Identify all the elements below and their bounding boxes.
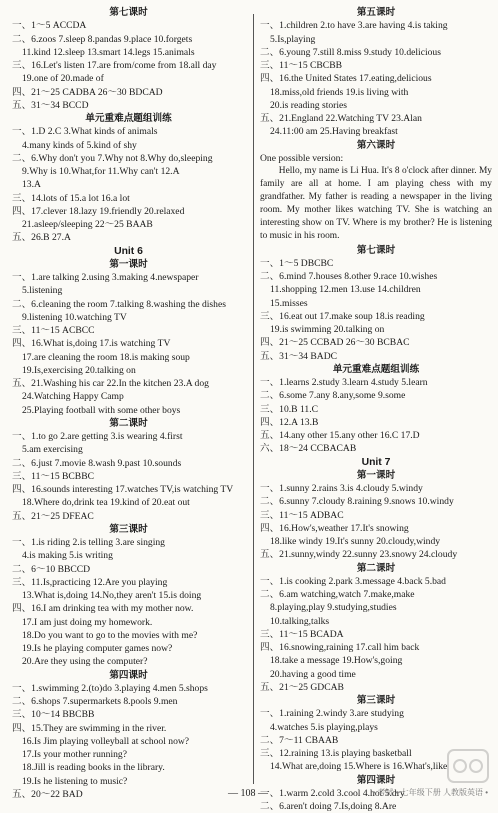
answer-line-continued: 5.Is,playing	[270, 33, 316, 45]
answer-line-continued: 20.Are they using the computer?	[22, 656, 148, 668]
answer-line: 一、1.learns 2.study 3.learn 4.study 5.learn	[260, 377, 428, 389]
right-column	[260, 6, 492, 813]
section-heading: 第五课时	[356, 7, 396, 18]
answer-line: 三、16.Let's listen 17.are from/come from 18.all day	[12, 60, 217, 71]
answer-line-continued: 19.one of 20.made of	[22, 73, 104, 85]
answer-line-continued: 13.A	[22, 179, 41, 191]
page-footer	[0, 786, 498, 800]
footer-series-label: • 考试 • 七年级下册 人教版英语 •	[372, 787, 488, 797]
answer-line: 二、6.young 7.still 8.miss 9.study 10.delicious	[260, 46, 441, 58]
answer-line-continued: 13.What is,doing 14.No,they aren't 15.is doing	[22, 590, 202, 601]
answer-line: 二、6.am watching,watch 7.make,make	[260, 589, 415, 601]
answer-line: One possible version:	[260, 152, 344, 164]
answer-line: 四、16.sounds interesting 17.watches TV,is watching TV	[12, 484, 234, 495]
answer-line-continued: 4.watches 5.is playing,plays	[270, 721, 378, 733]
answer-line: 一、1.sunny 2.rains 3.is 4.cloudy 5.windy	[260, 483, 423, 495]
answer-line-continued: 17.Is your mother running?	[22, 749, 127, 760]
answer-line: 一、1.is riding 2.is telling 3.are singing	[12, 537, 165, 548]
answer-line-continued: 18.Jill is reading books in the library.	[22, 762, 165, 774]
answer-line: 二、6.Why don't you 7.Why not 8.Why do,sleeping	[12, 152, 213, 164]
answer-line: 一、1.children 2.to have 3.are having 4.is taking	[260, 20, 448, 32]
answer-line-continued: 19.Is,exercising 20.talking on	[22, 364, 136, 376]
answer-line: 五、14.any other 15.any other 16.C 17.D	[260, 430, 420, 442]
answer-line-continued: 17.are cleaning the room 18.is making soup	[22, 351, 190, 363]
answer-line: 三、14.lots of 15.a lot 16.a lot	[12, 192, 130, 204]
answer-line: 二、6～10 BBCCD	[12, 563, 91, 575]
answer-line: 三、12.raining 13.is playing basketball	[260, 748, 412, 760]
answer-line: 四、21～25 CADBA 26～30 BDCAD	[12, 86, 163, 98]
answer-line: 四、12.A 13.B	[260, 416, 319, 428]
answer-line-continued: 21.asleep/sleeping 22～25 BAAB	[22, 219, 153, 230]
section-heading: 单元重难点题组训练	[332, 363, 420, 375]
answer-line: 四、16.How's,weather 17.It's snowing	[260, 522, 409, 534]
section-heading: 第四课时	[356, 774, 396, 786]
answer-line-continued: 11.kind 12.sleep 13.smart 14.legs 15.animals	[22, 46, 195, 58]
answer-line: 三、10～14 BBCBB	[12, 709, 95, 721]
answer-line-continued: 20.having a good time	[270, 668, 356, 680]
answer-line-continued: 18.like windy 19.It's sunny 20.cloudy,windy	[270, 536, 441, 548]
unit-heading: Unit 7	[361, 456, 391, 468]
answer-line: 四、21～25 CCBAD 26～30 BCBAC	[260, 337, 410, 349]
answer-line: 四、16.I am drinking tea with my mother now.	[12, 603, 194, 615]
answer-line-continued: 18.take a message 19.How's,going	[270, 655, 403, 667]
answer-line: 一、1.D 2.C 3.What kinds of animals	[12, 126, 158, 138]
section-heading: 第六课时	[356, 139, 396, 151]
answer-line: 三、11～15 BCBBC	[12, 470, 95, 482]
answer-line-continued: 5.am exercising	[22, 444, 83, 456]
answer-line: 五、31～34 BADC	[260, 350, 338, 362]
section-heading: 第三课时	[109, 523, 148, 535]
answer-line-continued: 18.Where do,drink tea 19.kind of 20.eat out	[22, 497, 190, 509]
answer-line: 一、1.are talking 2.using 3.making 4.newspaper	[12, 272, 199, 283]
answer-line-continued: 4.many kinds of 5.kind of shy	[22, 139, 137, 151]
answer-line: 五、21.England 22.Watching TV 23.Alan	[260, 113, 422, 124]
section-heading: 单元重难点题组训练	[85, 113, 172, 124]
answer-line: 二、6.sunny 7.cloudy 8.raining 9.snows 10.windy	[260, 496, 454, 508]
answer-line-continued: 18.Do you want to go to the movies with me?	[22, 629, 198, 641]
answer-line-continued: 9.Why is 10.What,for 11.Why can't 12.A	[22, 166, 180, 177]
answer-line: 四、15.They are swimming in the river.	[12, 722, 167, 734]
answer-line: 二、6.shops 7.supermarkets 8.pools 9.men	[12, 696, 178, 707]
section-heading: 第二课时	[356, 562, 396, 574]
answer-line-continued: 15.misses	[270, 297, 308, 309]
answer-line: 五、21～25 GDCAB	[260, 681, 344, 693]
answer-line: 五、26.B 27.A	[12, 232, 71, 244]
answer-line: 三、16.eat out 17.make soup 18.is reading	[260, 310, 425, 322]
left-column	[12, 6, 245, 801]
page-number: — 108 —	[228, 788, 268, 799]
unit-heading: Unit 6	[114, 245, 143, 257]
answer-line: 五、21～25 DFEAC	[12, 510, 94, 522]
answer-line-continued: 19.is swimming 20.talking on	[270, 324, 385, 336]
section-heading: 第一课时	[109, 258, 148, 270]
answer-line: 五、20～22 BAD	[12, 788, 83, 800]
answer-line: 三、10.B 11.C	[260, 403, 319, 415]
section-heading: 第二课时	[109, 417, 148, 429]
answer-line: 二、7～11 CBAAB	[260, 734, 339, 746]
answer-line: 一、1.is cooking 2.park 3.message 4.back 5.bad	[260, 575, 446, 587]
answer-line-continued: 16.Is Jim playing volleyball at school now?	[22, 735, 190, 747]
answer-line: 四、16.What is,doing 17.is watching TV	[12, 338, 171, 350]
answer-line-continued: 8.playing,play 9.studying,studies	[270, 602, 397, 614]
answer-line-continued: 19.Is he listening to music?	[22, 775, 128, 787]
answer-line-continued: 24.Watching Happy Camp	[22, 391, 124, 403]
answer-line: 五、31～34 BCCD	[12, 99, 89, 111]
answer-line: 四、16.the United States 17.eating,delicious	[260, 73, 432, 85]
column-divider	[253, 14, 254, 784]
answer-line: 二、6.just 7.movie 8.wash 9.past 10.sounds	[12, 457, 182, 469]
answer-line-continued: 14.What are,doing 15.Where is 16.What's,like	[270, 761, 448, 773]
answer-line: 三、11～15 ADBAC	[260, 509, 344, 521]
answer-line-continued: 19.Is he playing computer games now?	[22, 643, 173, 654]
section-heading: 第一课时	[356, 469, 396, 481]
answer-line-continued: 11.shopping 12.men 13.use 14.children	[270, 284, 421, 296]
answer-line-continued: 18.miss,old friends 19.is living with	[270, 86, 409, 98]
answer-line: 一、1.warm 2.cold 3.cool 4.hot 5.dry	[260, 787, 405, 799]
answer-line: 一、1～5 DBCBC	[260, 257, 334, 269]
answer-line-continued: 20.is reading stories	[270, 99, 348, 111]
answer-line: 三、11～15 BCADA	[260, 628, 344, 640]
answer-line: 三、11～15 ACBCC	[12, 325, 95, 336]
answer-line: 四、17.clever 18.lazy 19.friendly 20.relaxed	[12, 205, 185, 217]
answer-line: 四、16.snowing,raining 17.call him back	[260, 642, 420, 654]
answer-line-continued: 25.Playing football with some other boys	[22, 404, 181, 416]
section-heading: 第三课时	[356, 695, 396, 707]
answer-line: 一、1.raining 2.windy 3.are studying	[260, 708, 404, 720]
answer-line: 二、6.cleaning the room 7.talking 8.washing the dishes	[12, 298, 226, 310]
answer-line-continued: 17.I am just doing my homework.	[22, 616, 153, 628]
watermark-stamp-icon	[444, 746, 492, 786]
answer-line: 三、11.Is,practicing 12.Are you playing	[12, 576, 168, 588]
answer-line: 五、21.sunny,windy 22.sunny 23.snowy 24.cloudy	[260, 549, 458, 561]
answer-line-continued: 24.11:00 am 25.Having breakfast	[270, 126, 398, 138]
answer-line: 一、1.to go 2.are getting 3.is wearing 4.first	[12, 431, 183, 442]
answer-line: 二、6.aren't doing 7.Is,doing 8.Are	[260, 801, 397, 813]
answer-line: 二、6.zoos 7.sleep 8.pandas 9.place 10.forgets	[12, 33, 193, 45]
answer-line: 六、18～24 CCBACAB	[260, 443, 357, 455]
answer-line-continued: 4.is making 5.is writing	[22, 550, 113, 562]
answer-line: 二、6.some 7.any 8.any,some 9.some	[260, 390, 406, 402]
section-heading: 第七课时	[356, 244, 396, 256]
answer-line: 三、11～15 CBCBB	[260, 60, 343, 71]
answer-line-continued: 9.listening 10.watching TV	[22, 311, 127, 323]
answer-line: 一、1.swimming 2.(to)do 3.playing 4.men 5.shops	[12, 682, 208, 694]
section-heading: 第四课时	[109, 669, 148, 681]
sample-essay: Hello, my name is Li Hua. It's 8 o'clock after dinner. My family are all at home. I am playing chess with my grandfather. My father is reading a newspaper in the living room. My mother likes watching TV. She is watching an interesting show on TV. Where is my brother? He is listening to music in his room.	[260, 166, 492, 242]
answer-line: 二、6.mind 7.houses 8.other 9.race 10.wishes	[260, 271, 438, 283]
answer-line-continued: 10.talking,talks	[270, 615, 330, 627]
answer-line: 一、1～5 ACCDA	[12, 20, 87, 32]
answer-line-continued: 5.listening	[22, 285, 63, 297]
section-heading: 第七课时	[109, 7, 148, 18]
answer-line: 五、21.Washing his car 22.In the kitchen 23.A dog	[12, 378, 209, 389]
